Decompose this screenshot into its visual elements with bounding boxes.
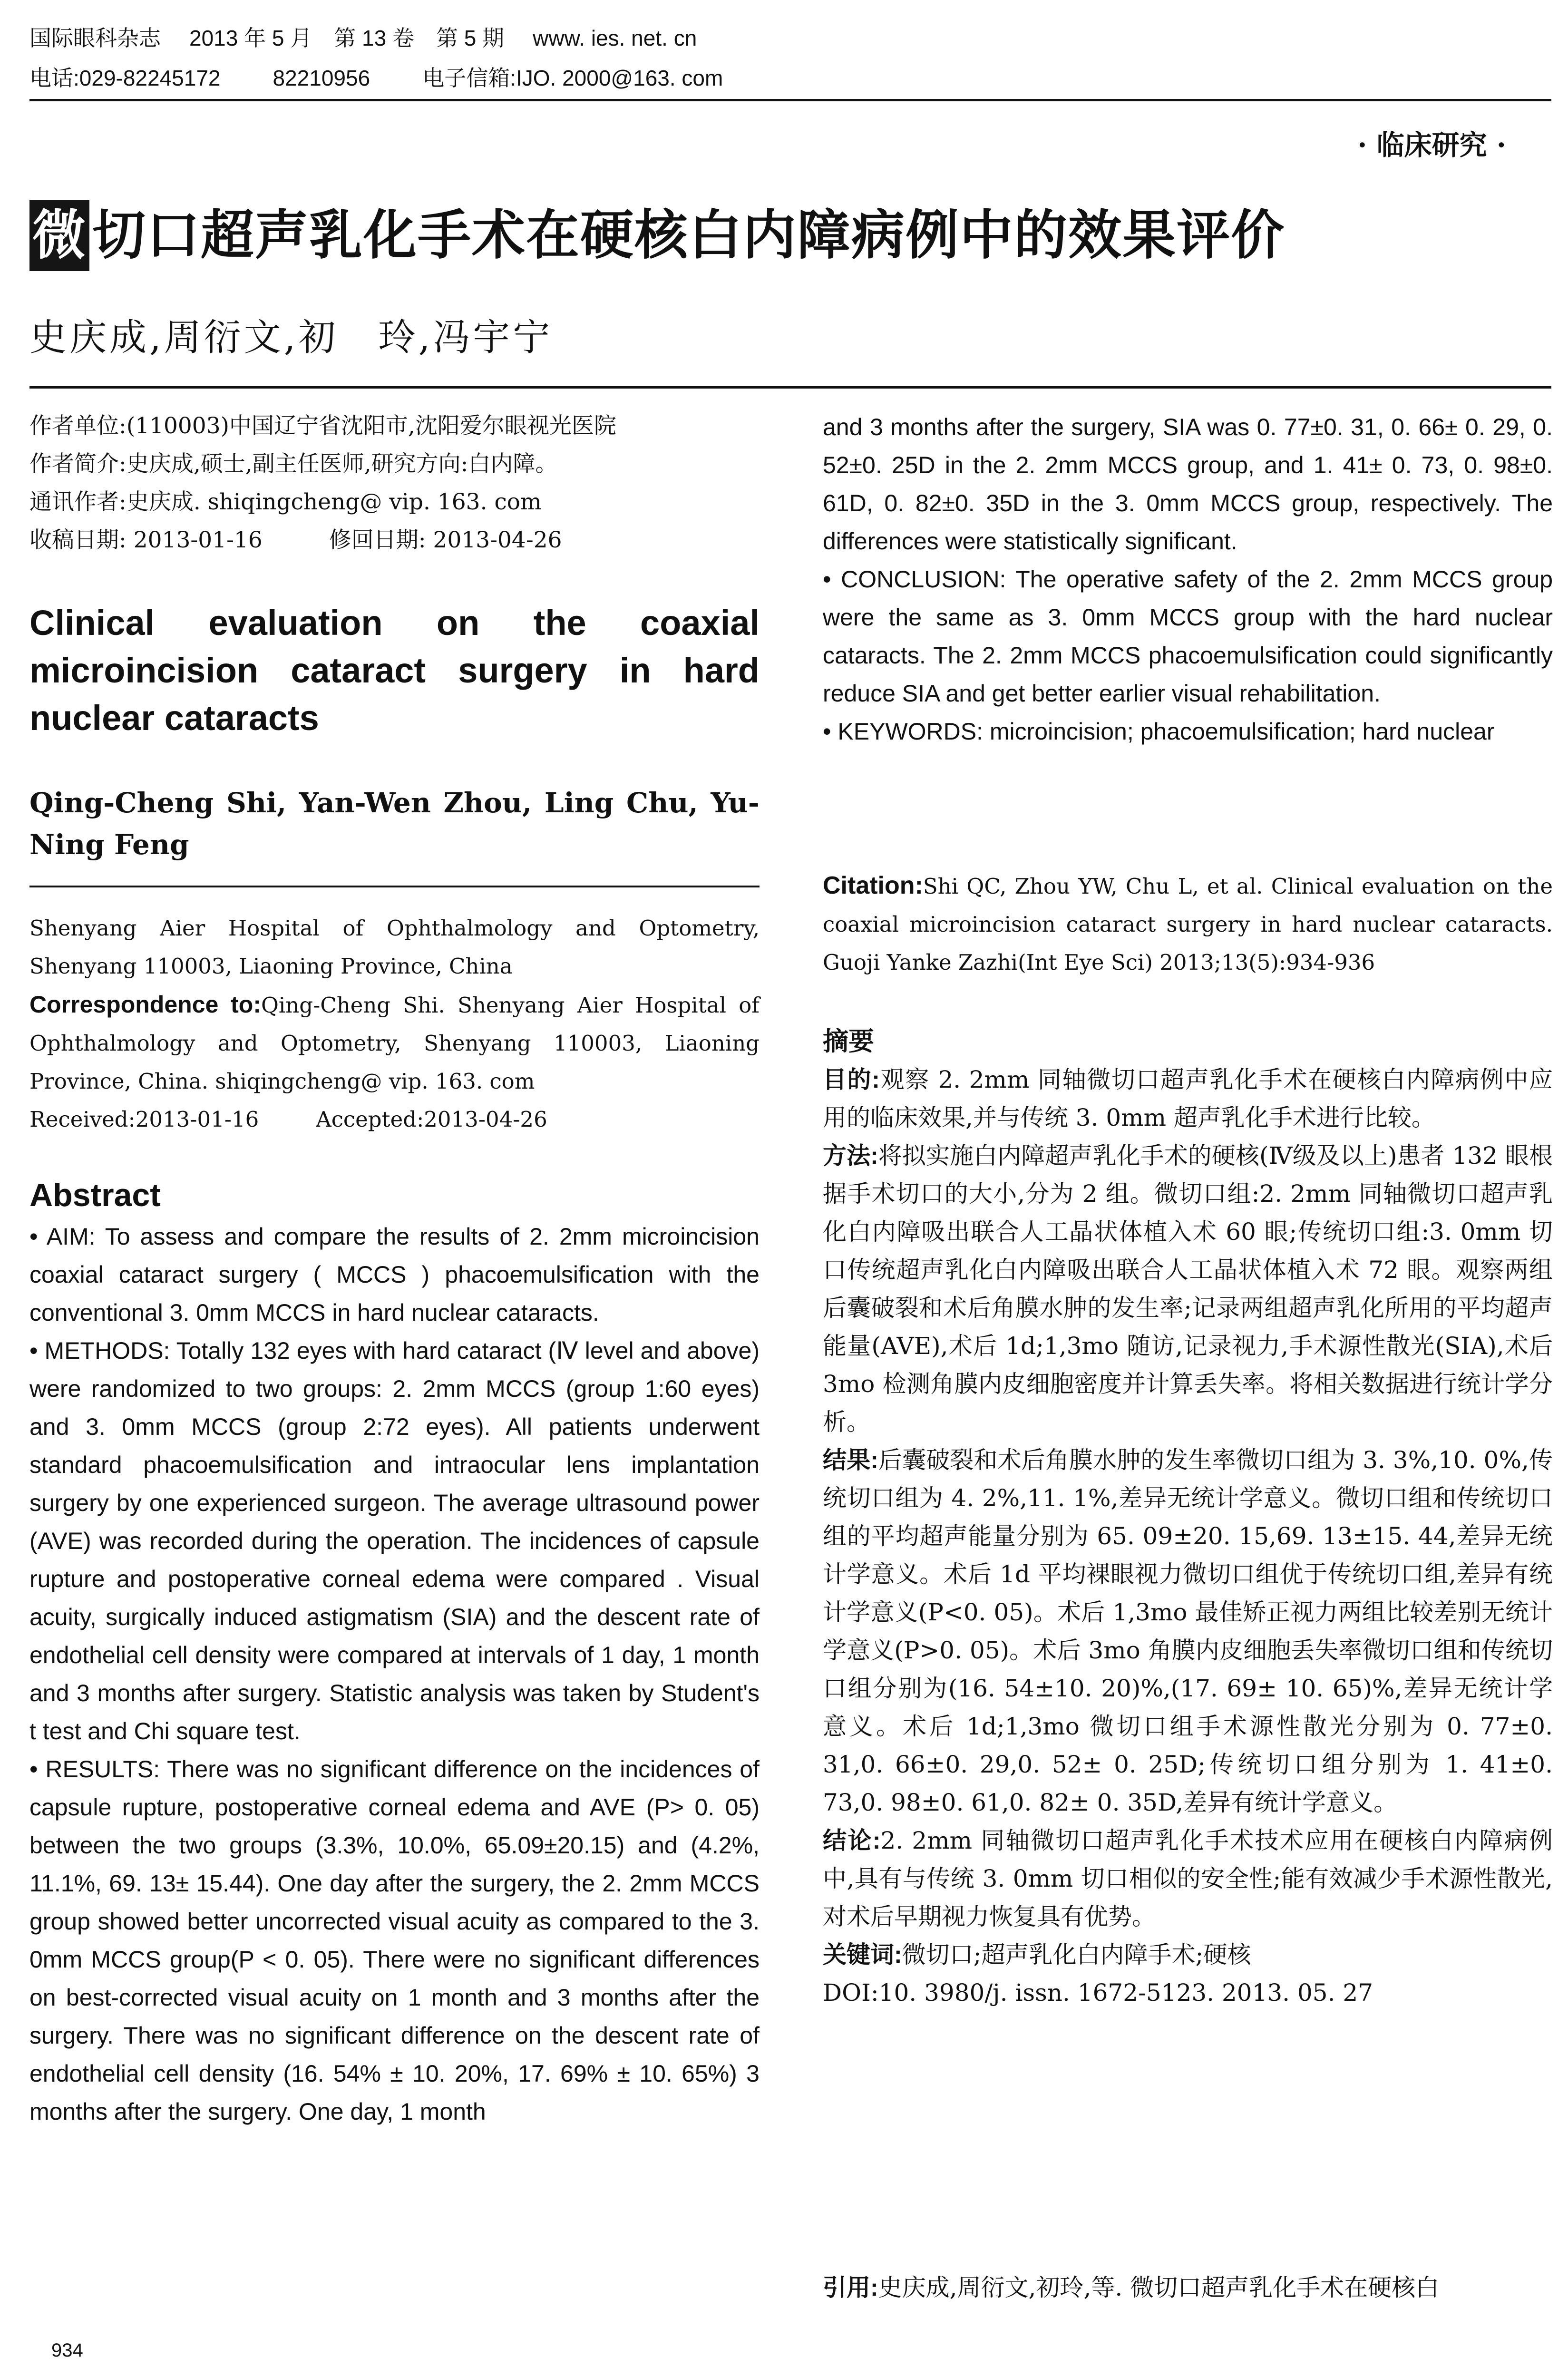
- dates-en: [29, 1101, 760, 1139]
- revised-date-cn: 修回日期: 2013-04-26: [329, 527, 562, 553]
- cn-aim-text: 观察 2. 2mm 同轴微切口超声乳化手术在硬核白内障病例中应用的临床效果,并与传统 3. 0mm 超声乳化手术进行比较。: [823, 1066, 1553, 1131]
- abstract-heading: Abstract: [29, 1177, 161, 1213]
- title-rule: [29, 386, 1551, 389]
- cn-methods-label: 方法:: [823, 1142, 878, 1169]
- issue-info: 2013 年 5 月 第 13 卷 第 5 期: [189, 26, 505, 50]
- cn-results-label: 结果:: [823, 1447, 878, 1473]
- title-rest: 切口超声乳化手术在硬核白内障病例中的效果评价: [92, 204, 1285, 266]
- cn-results: [823, 1441, 1553, 1822]
- received-date-cn: 收稿日期: 2013-01-16: [29, 527, 263, 553]
- cn-conclusion-label: 结论:: [823, 1827, 881, 1854]
- journal-name: 国际眼科杂志: [29, 26, 161, 50]
- abstract-results: • RESULTS: There was no significant difference on the incidences of capsule rupture, postoperative corneal edema and AVE (P> 0. 05) between the two groups (3.3%, 10.0%, 65.09±20.15) and (4.2%, 11.1%, 69. 13± 15.44). One day after the surgery, the 2. 2mm MCCS group showed better uncorrected visual acuity as compared to the 3. 0mm MCCS group(P < 0. 05). There were no significant differences on best-corrected visual acuity on 1 month and 3 months after the surgery. There was no significant difference on the descent rate of endothelial cell density (16. 54% ± 10. 20%, 17. 69% ± 10. 65%) 3 months after the surgery. One day, 1 month: [29, 1756, 760, 2125]
- cn-results-text: 后囊破裂和术后角膜水肿的发生率微切口组为 3. 3%,10. 0%,传统切口组为 4. 2%,11. 1%,差异无统计学意义。微切口组和传统切口组的平均超声能量分别为 65. 09±20. 15,69. 13±15. 44,差异无统计学意义。术后 1d 平均裸眼视力微切口组优于传统切口组,差异有统计学意义(P<0. 05)。术后 1,3mo 最佳矫正视力两组比较差别无统计学意义(P>0. 05)。术后 3mo 角膜内皮细胞丢失率微切口组和传统切口组分别为(16. 54±10. 20)%,(17. 69± 10. 65)%,差异无统计学意义。术后 1d;1,3mo 微切口组手术源性散光分别为 0. 77±0. 31,0. 66±0. 29,0. 52± 0. 25D;传统切口组分别为 1. 41±0. 73,0. 98±0. 61,0. 82± 0. 35D,差异有统计学意义。: [823, 1446, 1553, 1816]
- abstract-en-left: [29, 1218, 760, 2131]
- meta-cn: [29, 407, 762, 559]
- citation-text: Shi QC, Zhou YW, Chu L, et al. Clinical evaluation on the coaxial microincision cataract surgery in hard nuclear cataracts. Guoji Yanke Zazhi(Int Eye Sci) 2013;13(5):934-936: [823, 874, 1553, 975]
- accepted-en: Accepted:2013-04-26: [316, 1107, 547, 1132]
- cn-methods-text: 将拟实施白内障超声乳化手术的硬核(Ⅳ级及以上)患者 132 眼根据手术切口的大小,分为 2 组。微切口组:2. 2mm 同轴微切口超声乳化白内障吸出联合人工晶状体植入术 60 眼;传统切口组:3. 0mm 切口传统超声乳化白内障吸出联合人工晶状体植入术 72 眼。观察两组后囊破裂和术后角膜水肿的发生率;记录两组超声乳化所用的平均超声能量(AVE),术后 1d;1,3mo 随访,记录视力,手术源性散光(SIA),术后 3mo 检测角膜内皮细胞密度并计算丢失率。将相关数据进行统计学分析。: [823, 1142, 1553, 1436]
- journal-phone: 电话:029-82245172: [29, 66, 221, 90]
- citation-label: Citation:: [823, 872, 923, 899]
- cn-keywords-text: 微切口;超声乳化白内障手术;硬核: [902, 1941, 1251, 1968]
- dates-cn: [29, 521, 762, 559]
- citation-en: [823, 867, 1553, 982]
- abstract-cn: [823, 1023, 1553, 2012]
- cn-cite-label: 引用:: [823, 2274, 878, 2301]
- journal-phone2: 82210956: [273, 66, 370, 90]
- authors-en: Qing-Cheng Shi, Yan-Wen Zhou, Ling Chu, Yu-Ning Feng: [29, 787, 760, 861]
- author-bio: 作者简介:史庆成,硕士,副主任医师,研究方向:白内障。: [29, 451, 558, 477]
- cn-aim: [823, 1061, 1553, 1137]
- affiliation-block: [29, 909, 760, 1139]
- abstract-results-cont: and 3 months after the surgery, SIA was 0. 77±0. 31, 0. 66± 0. 29, 0. 52±0. 25D in the 2. 2mm MCCS group, and 1. 41± 0. 73, 0. 98±0. 61D, 0. 82±0. 35D in the 3. 0mm MCCS group, respectively. The differences were statistically significant.: [823, 414, 1553, 555]
- correspondence-label: Correspondence to:: [29, 991, 261, 1018]
- header-rule: [29, 99, 1551, 101]
- section-label: · 临床研究 ·: [1357, 129, 1506, 161]
- authors-cn: 史庆成,周衍文,初 玲,冯宇宁: [29, 316, 553, 359]
- correspondence: [29, 985, 760, 1101]
- affiliation-rule: [29, 886, 760, 887]
- title-first-char: 微: [29, 200, 89, 271]
- cn-conclusion: [823, 1822, 1553, 1936]
- cn-citation: [823, 2269, 1553, 2307]
- cn-doi: DOI:10. 3980/j. issn. 1672-5123. 2013. 05. 27: [823, 1979, 1373, 2007]
- affiliation-en: Shenyang Aier Hospital of Ophthalmology and Optometry, Shenyang 110003, Liaoning Province, China: [29, 916, 760, 979]
- running-header-line2: [29, 63, 723, 93]
- abstract-cn-heading: 摘要: [823, 1027, 874, 1056]
- cn-keywords-label: 关键词:: [823, 1941, 902, 1968]
- cn-conclusion-text: 2. 2mm 同轴微切口超声乳化手术技术应用在硬核白内障病例中,具有与传统 3. 0mm 切口相似的安全性;能有效减少手术源性散光,对术后早期视力恢复具有优势。: [823, 1827, 1553, 1930]
- cn-keywords: [823, 1936, 1553, 1974]
- cn-cite-text: 史庆成,周衍文,初玲,等. 微切口超声乳化手术在硬核白: [878, 2274, 1440, 2301]
- abstract-methods: • METHODS: Totally 132 eyes with hard cataract (Ⅳ level and above) were randomized to two groups: 2. 2mm MCCS (group 1:60 eyes) and 3. 0mm MCCS (group 2:72 eyes). All patients underwent standard phacoemulsification and intraocular lens implantation surgery by one experienced surgeon. The average ultrasound power (AVE) was recorded during the operation. The incidences of capsule rupture and postoperative corneal edema were compared . Visual acuity, surgically induced astigmatism (SIA) and the descent rate of endothelial cell density were compared at intervals of 1 day, 1 month and 3 months after surgery. Statistic analysis was taken by Student's t test and Chi square test.: [29, 1337, 760, 1744]
- correspondence-text: Qing-Cheng Shi. Shenyang Aier Hospital of Ophthalmology and Optometry, Shenyang 110003, Liaoning Province, China. shiqingcheng@ vip. 163. com: [29, 993, 760, 1094]
- page-number: 934: [51, 2340, 83, 2361]
- received-en: Received:2013-01-16: [29, 1107, 259, 1132]
- abstract-en-right: [823, 408, 1553, 750]
- article-title-cn: [29, 200, 1285, 271]
- journal-email: 电子信箱:IJO. 2000@163. com: [422, 66, 723, 90]
- abstract-keywords: • KEYWORDS: microincision; phacoemulsification; hard nuclear: [823, 718, 1495, 745]
- cn-aim-label: 目的:: [823, 1066, 880, 1093]
- author-unit: 作者单位:(110003)中国辽宁省沈阳市,沈阳爱尔眼视光医院: [29, 413, 616, 439]
- abstract-aim: • AIM: To assess and compare the results of 2. 2mm microincision coaxial cataract surgery ( MCCS ) phacoemulsification with the conventional 3. 0mm MCCS in hard nuclear cataracts.: [29, 1223, 760, 1326]
- corresponding-author: 通讯作者:史庆成. shiqingcheng@ vip. 163. com: [29, 489, 542, 515]
- article-title-en: Clinical evaluation on the coaxial microincision cataract surgery in hard nuclear cataracts: [29, 603, 760, 738]
- journal-website: www. ies. net. cn: [533, 26, 697, 50]
- abstract-conclusion: • CONCLUSION: The operative safety of the 2. 2mm MCCS group were the same as 3. 0mm MCCS group with the hard nuclear cataracts. The 2. 2mm MCCS phacoemulsification could significantly reduce SIA and get better earlier visual rehabilitation.: [823, 566, 1553, 707]
- running-header-line1: [29, 23, 697, 53]
- cn-methods: [823, 1137, 1553, 1441]
